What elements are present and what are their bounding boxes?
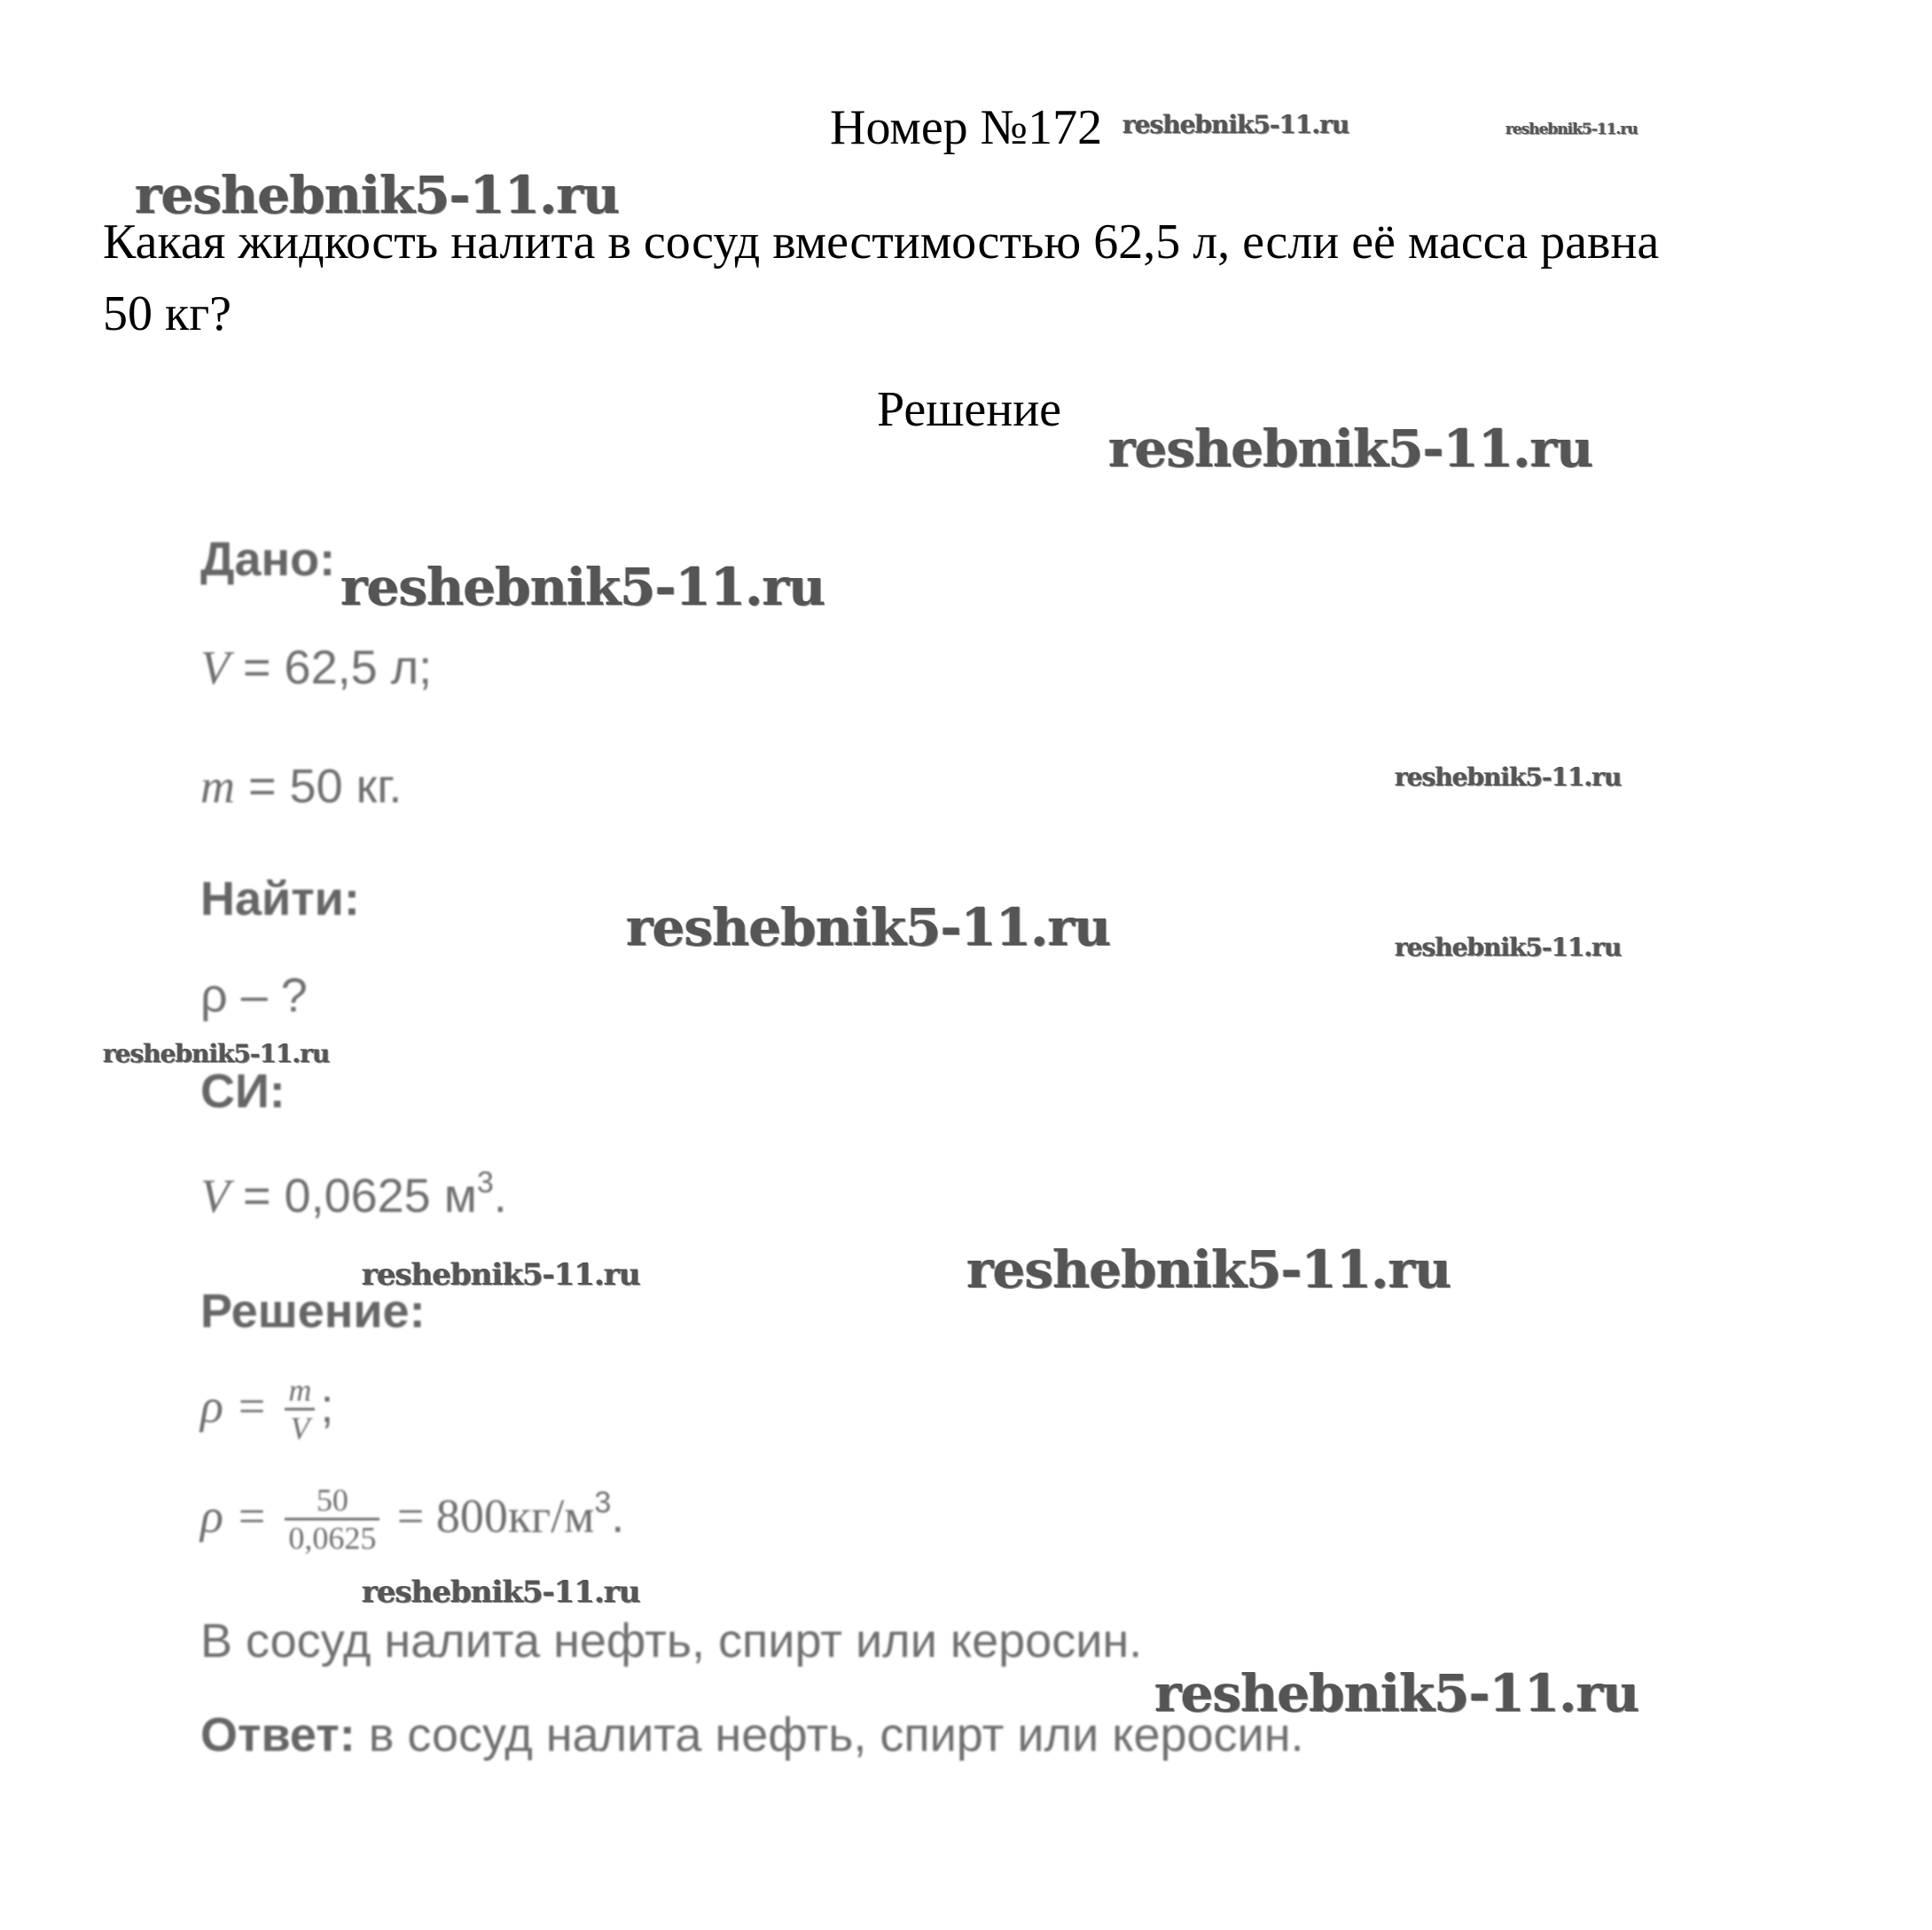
formula-fraction: $\frac{m}{V}$: [285, 1372, 315, 1446]
problem-statement: Какая жидкость налита в сосуд вместимостью 62,5 л, если её масса равна 50 кг?: [103, 215, 1660, 341]
conclusion-text: В сосуд налита нефть, спирт или керосин.: [200, 1614, 1143, 1668]
density-calculation: ρ = $\frac{50}{0,0625}$ = $800кг/м^3$.: [200, 1482, 625, 1556]
watermark: reshebnik5-11.ru: [362, 1257, 640, 1293]
si-label: СИ:: [200, 1065, 285, 1118]
watermark: reshebnik5-11.ru: [362, 1574, 640, 1610]
watermark: reshebnik5-11.ru: [103, 1039, 330, 1068]
watermark: reshebnik5-11.ru: [1395, 762, 1622, 792]
solution-label: Решение:: [200, 1285, 426, 1338]
answer-line: [200, 1707, 1304, 1762]
watermark: reshebnik5-11.ru: [1122, 110, 1349, 139]
given-mass: m = 50 кг.: [200, 760, 403, 813]
watermark: reshebnik5-11.ru: [1506, 121, 1638, 138]
find-label: Найти:: [200, 872, 360, 926]
watermark: reshebnik5-11.ru: [1108, 418, 1593, 479]
density-formula: ρ = $\frac{m}{V}$ ;: [200, 1372, 334, 1446]
watermark: reshebnik5-11.ru: [135, 165, 620, 225]
volume-variable: V: [200, 641, 230, 694]
watermark: reshebnik5-11.ru: [966, 1239, 1451, 1300]
problem-title: Номер №172: [830, 100, 1103, 155]
answer-text: в сосуд налита нефть, спирт или керосин.: [355, 1708, 1304, 1762]
mass-variable: m: [200, 760, 235, 813]
solution-heading: Решение: [877, 382, 1062, 437]
given-label: Дано:: [200, 533, 336, 586]
find-value: ρ – ?: [200, 969, 308, 1022]
calculation-fraction: $\frac{50}{0,0625}$: [285, 1482, 379, 1556]
watermark: reshebnik5-11.ru: [1154, 1663, 1639, 1723]
watermark: reshebnik5-11.ru: [626, 897, 1111, 957]
si-volume: V = 0,0625 $м^3$.: [200, 1166, 507, 1223]
given-volume: V = 62,5 л;: [200, 641, 433, 694]
watermark: reshebnik5-11.ru: [1395, 933, 1622, 962]
watermark: reshebnik5-11.ru: [340, 557, 825, 617]
answer-label: Ответ:: [200, 1708, 356, 1762]
